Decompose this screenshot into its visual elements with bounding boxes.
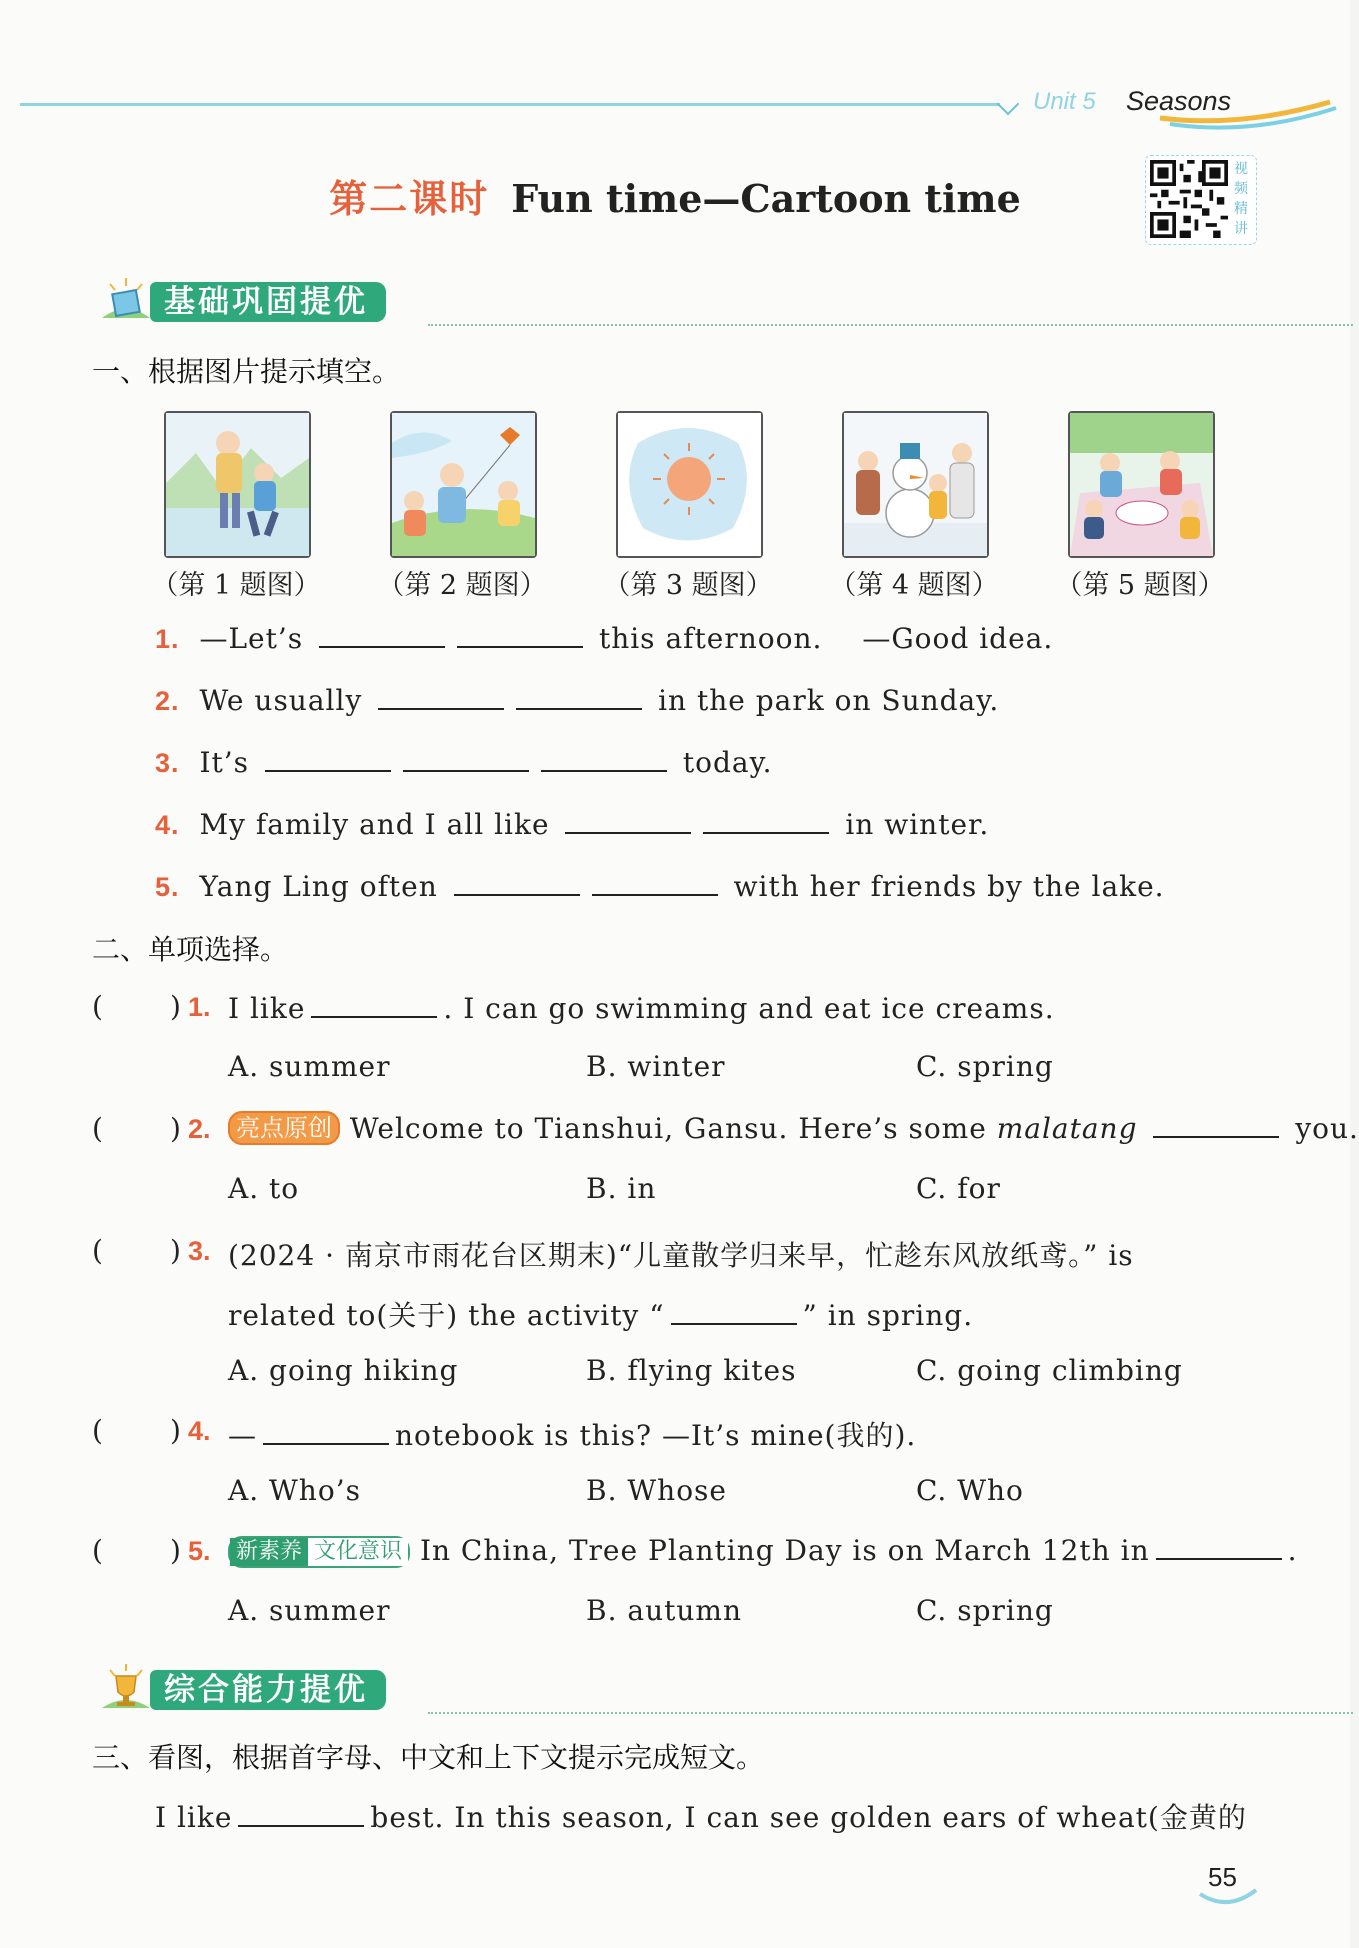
option-3c[interactable]: C. going climbing	[916, 1354, 1183, 1387]
caption-2: （第 2 题图）	[377, 570, 547, 601]
option-2b[interactable]: B. in	[586, 1172, 657, 1205]
choice-stem-4: — notebook is this? —It’s mine(我的).	[228, 1419, 917, 1452]
option-1b[interactable]: B. winter	[586, 1050, 726, 1083]
answer-blank[interactable]	[516, 682, 642, 710]
fill-item-4: 4. My family and I all like in winter.	[155, 808, 990, 841]
swoosh-icon	[1150, 98, 1340, 134]
answer-blank[interactable]	[403, 744, 529, 772]
picture-3-sunny	[616, 411, 763, 558]
answer-blank[interactable]	[671, 1297, 797, 1325]
answer-blank[interactable]	[263, 1417, 389, 1445]
option-1a[interactable]: A. summer	[228, 1050, 391, 1083]
book-icon	[98, 274, 154, 328]
unit-label: Unit 5	[1033, 88, 1096, 115]
choice-stem-3: (2024 · 南京市雨花台区期末)“儿童散学归来早，忙趁东风放纸鸢。” is	[228, 1239, 1134, 1272]
answer-blank[interactable]	[378, 682, 504, 710]
choice-stem-2: 亮点原创 Welcome to Tianshui, Gansu. Here’s some malatang you.	[228, 1110, 1359, 1145]
answer-paren-close: )	[170, 990, 181, 1023]
answer-paren-open[interactable]: (	[92, 1112, 103, 1145]
answer-paren-open[interactable]: (	[92, 1534, 103, 1567]
qr-code-icon	[1150, 160, 1228, 238]
option-3b[interactable]: B. flying kites	[586, 1354, 797, 1387]
section-divider	[428, 1712, 1353, 1714]
picture-1-skating	[164, 411, 311, 558]
fill-item-5: 5. Yang Ling often with her friends by the lake.	[155, 870, 1165, 903]
caption-5: （第 5 题图）	[1055, 570, 1225, 601]
page-number: 55	[1208, 1862, 1237, 1892]
option-5b[interactable]: B. autumn	[586, 1594, 742, 1627]
caption-1: （第 1 题图）	[151, 570, 321, 601]
section-title: 综合能力提优	[150, 1670, 386, 1710]
original-badge: 亮点原创	[228, 1111, 340, 1145]
answer-blank[interactable]	[319, 620, 445, 648]
option-5a[interactable]: A. summer	[228, 1594, 391, 1627]
option-2c[interactable]: C. for	[916, 1172, 1001, 1205]
header-check-icon	[997, 93, 1020, 116]
answer-blank[interactable]	[703, 806, 829, 834]
part2-heading: 二、单项选择。	[92, 933, 289, 966]
answer-blank[interactable]	[1156, 1532, 1282, 1560]
option-5c[interactable]: C. spring	[916, 1594, 1054, 1627]
option-4a[interactable]: A. Who’s	[228, 1474, 361, 1507]
picture-5-picnic	[1068, 411, 1215, 558]
section-title: 基础巩固提优	[150, 282, 386, 322]
lesson-title: Fun time—Cartoon time	[511, 176, 1021, 221]
answer-blank[interactable]	[1153, 1110, 1279, 1138]
answer-paren-open[interactable]: (	[92, 1234, 103, 1267]
choice-stem-1: I like . I can go swimming and eat ice creams.	[228, 992, 1055, 1025]
section-basic	[98, 272, 1258, 330]
choice-number-4: 4.	[188, 1416, 211, 1446]
trophy-icon	[98, 1662, 154, 1716]
option-3a[interactable]: A. going hiking	[228, 1354, 459, 1387]
answer-blank[interactable]	[457, 620, 583, 648]
answer-paren-open[interactable]: (	[92, 990, 103, 1023]
caption-4: （第 4 题图）	[829, 570, 999, 601]
answer-paren-open[interactable]: (	[92, 1414, 103, 1447]
choice-stem-5: 新素养 文化意识 In China, Tree Planting Day is on March 12th in .	[228, 1532, 1298, 1568]
fill-item-1: 1. —Let’s this afternoon. —Good idea.	[155, 622, 1054, 655]
part1-heading: 一、根据图片提示填空。	[92, 355, 401, 388]
header-rule	[20, 103, 1000, 106]
page-number-swoosh-icon	[1196, 1880, 1260, 1910]
answer-blank[interactable]	[311, 990, 437, 1018]
answer-paren-close: )	[170, 1234, 181, 1267]
literacy-badge: 新素养 文化意识	[228, 1536, 410, 1568]
qr-caption: 视 频 精 讲	[1234, 161, 1248, 237]
passage-line-1: I like best. In this season, I can see golden ears of wheat(金黄的	[155, 1801, 1247, 1834]
section-divider	[428, 324, 1353, 326]
answer-blank[interactable]	[265, 744, 391, 772]
choice-number-3: 3.	[188, 1236, 211, 1266]
answer-blank[interactable]	[565, 806, 691, 834]
answer-paren-close: )	[170, 1414, 181, 1447]
lesson-number: 第二课时	[329, 176, 490, 221]
choice-stem-3b: related to(关于) the activity “ ” in spring.	[228, 1299, 974, 1332]
caption-3: （第 3 题图）	[603, 570, 773, 601]
picture-2-kite	[390, 411, 537, 558]
unit-title: Seasons	[1126, 86, 1232, 116]
choice-number-2: 2.	[188, 1114, 211, 1144]
part3-heading: 三、看图，根据首字母、中文和上下文提示完成短文。	[92, 1741, 765, 1774]
option-1c[interactable]: C. spring	[916, 1050, 1054, 1083]
fill-item-3: 3. It’s today.	[155, 746, 773, 779]
option-4c[interactable]: C. Who	[916, 1474, 1024, 1507]
fill-item-2: 2. We usually in the park on Sunday.	[155, 684, 1000, 717]
answer-paren-close: )	[170, 1534, 181, 1567]
choice-number-5: 5.	[188, 1536, 211, 1566]
answer-blank[interactable]	[454, 868, 580, 896]
answer-paren-close: )	[170, 1112, 181, 1145]
qr-code-card[interactable]	[1145, 155, 1257, 245]
choice-number-1: 1.	[188, 992, 211, 1022]
answer-blank[interactable]	[592, 868, 718, 896]
answer-blank[interactable]	[238, 1799, 364, 1827]
picture-4-snowman	[842, 411, 989, 558]
option-2a[interactable]: A. to	[228, 1172, 300, 1205]
section-advanced	[98, 1660, 1258, 1718]
option-4b[interactable]: B. Whose	[586, 1474, 727, 1507]
answer-blank[interactable]	[541, 744, 667, 772]
